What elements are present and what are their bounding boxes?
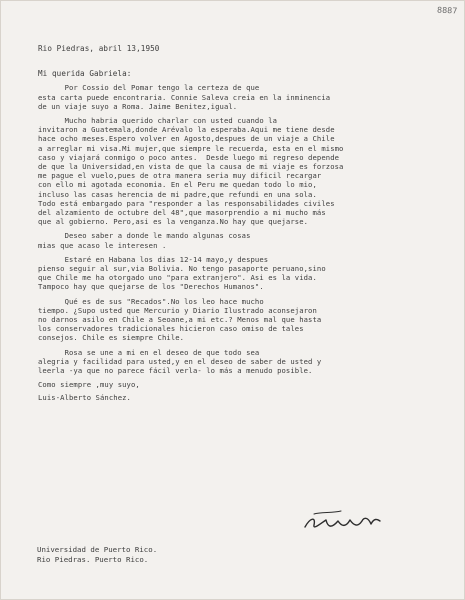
text-line: Rosa se une a mi en el deseo de que todo sea xyxy=(38,347,260,357)
sender-address xyxy=(37,545,157,565)
paragraph xyxy=(38,255,398,292)
paragraph xyxy=(38,83,398,111)
text-line: me pague el vuelo,pues de otra manera seria muy dificil recargar xyxy=(38,171,322,181)
text-line: leerla -ya que no parece fácil verla- lo más a menudo posible. xyxy=(38,366,313,376)
text-line: caso y viajará conmigo o poco antes. Desde luego mi regreso depende xyxy=(38,152,340,162)
text-line: invitaron a Guatemala,donde Arévalo la esperaba.Aqui me tiene desde xyxy=(38,125,335,135)
text-line: pienso seguir al sur,via Bolivia. No tengo pasaporte peruano,sino xyxy=(38,264,326,274)
address-line-1: Universidad de Puerto Rico. xyxy=(37,545,158,554)
text-line: Estaré en Habana los dias 12-14 mayo,y despues xyxy=(38,254,269,264)
text-line: Todo está embargado para "responder a las responsabilidades civiles xyxy=(38,198,335,208)
text-line: incluso las casas herencia de mi padre,que refundi en una sola. xyxy=(38,189,317,199)
archive-number: 8887 xyxy=(436,5,458,16)
text-line: consejos. Chile es siempre Chile. xyxy=(38,333,185,343)
text-line: no darnos asilo en Chile a Seoane,a mi etc.? Menos mal que hasta xyxy=(38,315,322,325)
paragraph xyxy=(38,116,398,226)
salutation: Mi querida Gabriela: xyxy=(38,69,132,79)
text-line: Qué es de sus "Recados".No los leo hace mucho xyxy=(38,296,264,306)
text-line: esta carta puede encontraria. Connie Saleva creia en la inminencia xyxy=(38,92,331,102)
text-line: Mucho habria querido charlar con usted cuando la xyxy=(38,116,278,126)
letter-paragraphs xyxy=(38,83,398,375)
text-line: Por Cossio del Pomar tengo la certeza de que xyxy=(38,83,260,93)
address-line-2: Rio Piedras. Puerto Rico. xyxy=(37,555,149,564)
text-line: de que la Universidad,en vista de que la causa de mi viaje es forzosa xyxy=(38,162,344,172)
text-line: mias que acaso le interesen . xyxy=(38,240,167,250)
text-line: los conservadores tradicionales hicieron caso omiso de tales xyxy=(38,324,304,334)
text-line: que al gobierno. Pero,asi es la venganza.No hay que quejarse. xyxy=(38,217,309,227)
text-line: con ello mi agotada economia. En el Peru me quedan todo lo mio, xyxy=(38,180,317,190)
text-line: hace ocho meses.Espero volver en Agosto,despues de un viaje a Chile xyxy=(38,134,335,144)
text-line: del alzamiento de octubre del 48",que masorprendio a mi mucho más xyxy=(38,208,326,218)
paragraph xyxy=(38,297,398,343)
signer-name: Luis-Alberto Sánchez. xyxy=(38,392,131,402)
place-date: Rio Piedras, abril 13,1950 xyxy=(38,44,160,53)
letter-body xyxy=(38,44,398,402)
handwritten-signature xyxy=(302,506,382,534)
text-line: Deseo saber a donde le mando algunas cosas xyxy=(38,231,251,241)
paragraph xyxy=(38,231,398,249)
text-line: a arreglar mi visa.Mi mujer,que siempre le recuerda, esta en el mismo xyxy=(38,143,344,153)
text-line: Tampoco hay que quejarse de los "Derechos Humanos". xyxy=(38,282,264,292)
closing: Como siempre ,muy suyo, xyxy=(38,380,140,390)
paragraph xyxy=(38,348,398,376)
text-line: tiempo. ¿Supo usted que Mercurio y Diario Ilustrado aconsejaron xyxy=(38,305,317,315)
text-line: de un viaje suyo a Roma. Jaime Benitez,igual. xyxy=(38,101,238,111)
text-line: que Chile me ha otorgado uno "para extranjero". Asi es la vida. xyxy=(38,273,317,283)
text-line: alegria y facilidad para usted,y en el deseo de saber de usted y xyxy=(38,356,322,366)
